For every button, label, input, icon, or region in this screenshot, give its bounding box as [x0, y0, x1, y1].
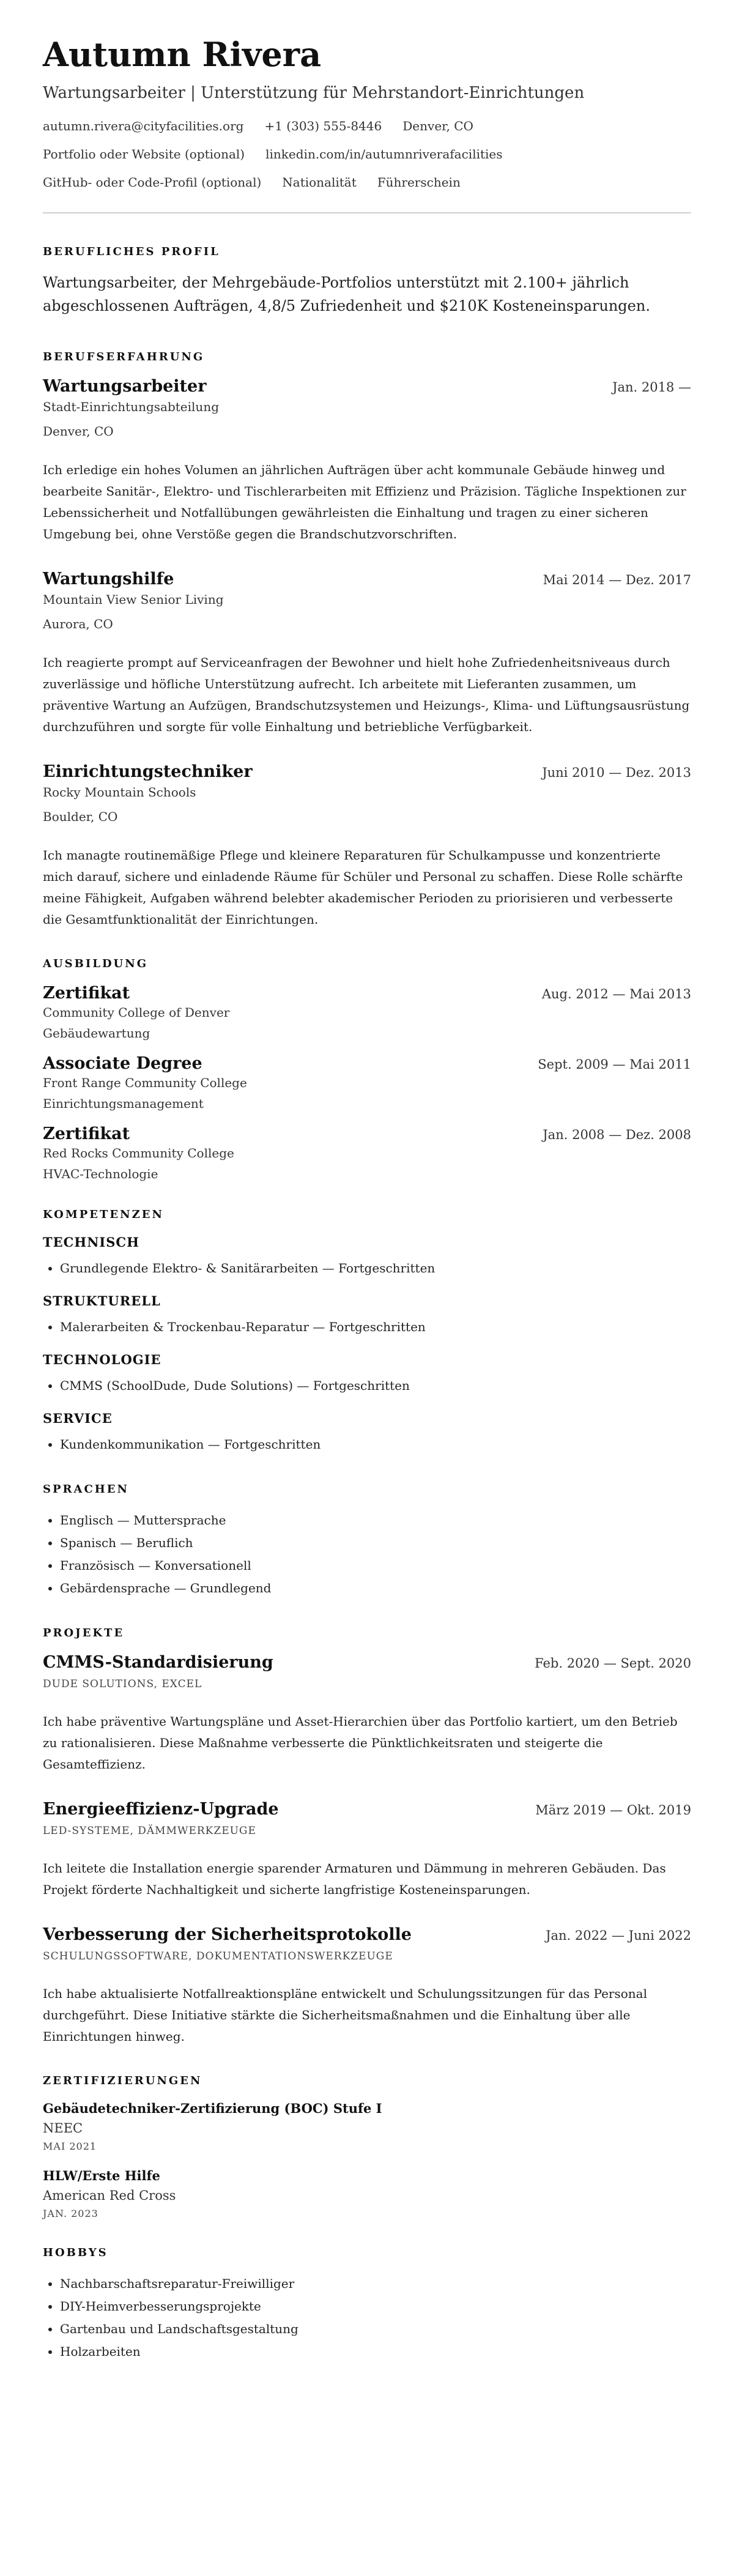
skill-list	[43, 1316, 691, 1338]
degree-title: Zertifikat	[43, 983, 130, 1003]
contact-location: Denver, CO	[402, 119, 473, 134]
contact-email[interactable]: autumn.rivera@cityfacilities.org	[43, 119, 244, 134]
job-employer: Mountain View Senior Living	[43, 592, 224, 607]
school-name: Community College of Denver	[43, 1004, 230, 1020]
degree-date: Sept. 2009 — Mai 2011	[538, 1056, 691, 1072]
section-title-skills: KOMPETENZEN	[43, 1208, 164, 1221]
skill-item: • CMMS (SchoolDude, Dude Solutions) — Fortgeschritten	[60, 1375, 691, 1397]
school-name: Front Range Community College	[43, 1075, 247, 1090]
education-entry	[43, 1054, 691, 1111]
project-description: Ich habe präventive Wartungspläne und Asset-Hierarchien über das Portfolio kartiert, um den Betrieb zu rationalisieren. Diese Maßnahme verbesserte die Pünktlichkeitsraten und steigerte die Gesamteffizienz.	[43, 1713, 678, 1772]
project-entry	[43, 1653, 691, 1775]
certification-name: Gebäudetechniker-Zertifizierung (BOC) Stufe I	[43, 2100, 382, 2116]
resume-header	[43, 37, 691, 190]
contact-nationality: Nationalität	[282, 175, 357, 190]
job-description: Ich managte routinemäßige Pflege und kleinere Reparaturen für Schulkampusse und konzentrierte mich darauf, sichere und einladende Räume für Schüler und Personal zu schaffen. Diese Rolle schärfte meine Fähigkeit, Aufgaben während belebter akademischer Perioden zu priorisieren und verbesserte die Gesamtfunktionalität der Einrichtungen.	[43, 847, 683, 927]
contact-license: Führerschein	[377, 175, 461, 190]
skills-section	[43, 1208, 691, 1456]
language-item: • Englisch — Muttersprache	[60, 1509, 691, 1532]
candidate-headline: Wartungsarbeiter | Unterstützung für Mehrstandort-Einrichtungen	[43, 84, 585, 103]
skill-list	[43, 1433, 691, 1456]
section-title-certifications: ZERTIFIZIERUNGEN	[43, 2074, 202, 2087]
experience-entry	[43, 762, 691, 930]
job-location: Denver, CO	[43, 423, 114, 439]
certification-date: JAN. 2023	[43, 2207, 98, 2219]
certification-name: HLW/Erste Hilfe	[43, 2167, 160, 2183]
language-item: • Spanisch — Beruflich	[60, 1532, 691, 1554]
project-date: Jan. 2022 — Juni 2022	[546, 1928, 691, 1943]
skill-category-title: SERVICE	[43, 1410, 113, 1426]
hobby-item: • Gartenbau und Landschaftsgestaltung	[60, 2318, 691, 2340]
skill-category-title: TECHNOLOGIE	[43, 1351, 161, 1367]
job-employer: Stadt-Einrichtungsabteilung	[43, 399, 219, 414]
contact-row-1	[43, 118, 691, 134]
language-list	[43, 1509, 691, 1600]
education-entry	[43, 1124, 691, 1181]
job-date: Jan. 2018 —	[612, 379, 691, 395]
contact-row-3	[43, 174, 691, 190]
project-name: Energieeffizienz-Upgrade	[43, 1799, 279, 1819]
skill-category-title: STRUKTURELL	[43, 1293, 161, 1308]
section-title-projects: PROJEKTE	[43, 1626, 125, 1639]
contact-row-2	[43, 146, 691, 162]
job-title: Einrichtungstechniker	[43, 762, 253, 781]
skill-item: • Kundenkommunikation — Fortgeschritten	[60, 1433, 691, 1456]
project-name: Verbesserung der Sicherheitsprotokolle	[43, 1925, 412, 1944]
project-date: Feb. 2020 — Sept. 2020	[535, 1655, 691, 1671]
certification-entry	[43, 2101, 691, 2152]
skill-category-title: TECHNISCH	[43, 1234, 139, 1250]
school-name: Red Rocks Community College	[43, 1145, 234, 1160]
skill-list	[43, 1375, 691, 1397]
job-location: Aurora, CO	[43, 616, 113, 631]
project-tech: SCHULUNGSSOFTWARE, DOKUMENTATIONSWERKZEUGE	[43, 1950, 393, 1962]
projects-section	[43, 1627, 691, 2047]
education-section	[43, 957, 691, 1181]
language-item: • Gebärdensprache — Grundlegend	[60, 1577, 691, 1600]
project-name: CMMS-Standardisierung	[43, 1652, 273, 1672]
section-title-hobbies: HOBBYS	[43, 2246, 108, 2259]
skill-list	[43, 1257, 691, 1280]
degree-field: Einrichtungsmanagement	[43, 1096, 204, 1111]
section-title-experience: BERUFSERFAHRUNG	[43, 350, 205, 363]
education-entry	[43, 984, 691, 1041]
degree-title: Zertifikat	[43, 1124, 130, 1143]
skill-item: • Grundlegende Elektro- & Sanitärarbeiten — Fortgeschritten	[60, 1257, 691, 1280]
degree-date: Aug. 2012 — Mai 2013	[541, 986, 691, 1001]
job-description: Ich reagierte prompt auf Serviceanfragen der Bewohner und hielt hohe Zufriedenheitsniveaus durch zuverlässige und höfliche Unterstützung aufrecht. Ich arbeitete mit Lieferanten zusammen, um präventive Wartung an Aufzügen, Brandschutzsystemen und Heizungs-, Klima- und Lüftungsausrüstung durchzuführen und sorgte für volle Einhaltung und betriebliche Verfügbarkeit.	[43, 655, 690, 734]
section-title-languages: SPRACHEN	[43, 1482, 129, 1496]
job-location: Boulder, CO	[43, 809, 118, 824]
job-employer: Rocky Mountain Schools	[43, 784, 196, 800]
hobby-list	[43, 2273, 691, 2363]
summary-section	[43, 245, 691, 317]
project-tech: DUDE SOLUTIONS, EXCEL	[43, 1677, 202, 1690]
hobby-item: • Holzarbeiten	[60, 2340, 691, 2363]
contact-linkedin[interactable]: linkedin.com/in/autumnriverafacilities	[265, 147, 503, 162]
summary-text: Wartungsarbeiter, der Mehrgebäude-Portfolios unterstützt mit 2.100+ jährlich abgeschlossenen Aufträgen, 4,8/5 Zufriedenheit und $210K Kosteneinsparungen.	[43, 274, 650, 314]
project-entry	[43, 1800, 691, 1901]
experience-entry	[43, 377, 691, 545]
job-date: Juni 2010 — Dez. 2013	[542, 765, 691, 780]
degree-field: HVAC-Technologie	[43, 1166, 158, 1181]
job-date: Mai 2014 — Dez. 2017	[543, 572, 691, 587]
header-divider	[43, 212, 691, 213]
contact-portfolio[interactable]: Portfolio oder Website (optional)	[43, 147, 245, 162]
job-title: Wartungsarbeiter	[43, 376, 207, 396]
project-description: Ich habe aktualisierte Notfallreaktionspläne entwickelt und Schulungssitzungen für das Personal durchgeführt. Diese Initiative stärkte die Sicherheitsmaßnahmen und die Einhaltung über alle Einrichtungen hinweg.	[43, 1986, 647, 2044]
project-entry	[43, 1925, 691, 2047]
language-item: • Französisch — Konversationell	[60, 1554, 691, 1577]
section-title-education: AUSBILDUNG	[43, 957, 149, 970]
contact-github[interactable]: GitHub- oder Code-Profil (optional)	[43, 175, 262, 190]
hobby-item: • DIY-Heimverbesserungsprojekte	[60, 2295, 691, 2318]
experience-entry	[43, 570, 691, 738]
project-tech: LED-SYSTEME, DÄMMWERKZEUGE	[43, 1824, 256, 1837]
degree-date: Jan. 2008 — Dez. 2008	[543, 1127, 691, 1142]
certification-issuer: NEEC	[43, 2120, 83, 2136]
certification-entry	[43, 2168, 691, 2219]
degree-field: Gebäudewartung	[43, 1025, 150, 1041]
job-title: Wartungshilfe	[43, 569, 174, 588]
experience-section	[43, 351, 691, 930]
section-title-summary: BERUFLICHES PROFIL	[43, 245, 220, 259]
certifications-section	[43, 2074, 691, 2219]
hobby-item: • Nachbarschaftsreparatur-Freiwilliger	[60, 2273, 691, 2295]
hobbies-section	[43, 2246, 691, 2363]
project-description: Ich leitete die Installation energie sparender Armaturen und Dämmung in mehreren Gebäuden. Das Projekt förderte Nachhaltigkeit und sicherte langfristige Kosteneinsparungen.	[43, 1860, 666, 1897]
skill-item: • Malerarbeiten & Trockenbau-Reparatur — Fortgeschritten	[60, 1316, 691, 1338]
degree-title: Associate Degree	[43, 1053, 202, 1073]
certification-issuer: American Red Cross	[43, 2188, 176, 2203]
languages-section	[43, 1483, 691, 1600]
project-date: März 2019 — Okt. 2019	[535, 1802, 691, 1817]
certification-date: MAI 2021	[43, 2140, 97, 2152]
contact-phone[interactable]: +1 (303) 555-8446	[264, 119, 382, 134]
job-description: Ich erledige ein hohes Volumen an jährlichen Aufträgen über acht kommunale Gebäude hinweg und bearbeite Sanitär-, Elektro- und Tischlerarbeiten mit Effizienz und Präzision. Tägliche Inspektionen zur Lebenssicherheit und Notfallübungen gewährleisten die Einhaltung und tragen zu einer sicheren Umgebung bei, ohne Verstöße gegen die Brandschutzvorschriften.	[43, 462, 686, 541]
candidate-name: Autumn Rivera	[43, 35, 322, 74]
